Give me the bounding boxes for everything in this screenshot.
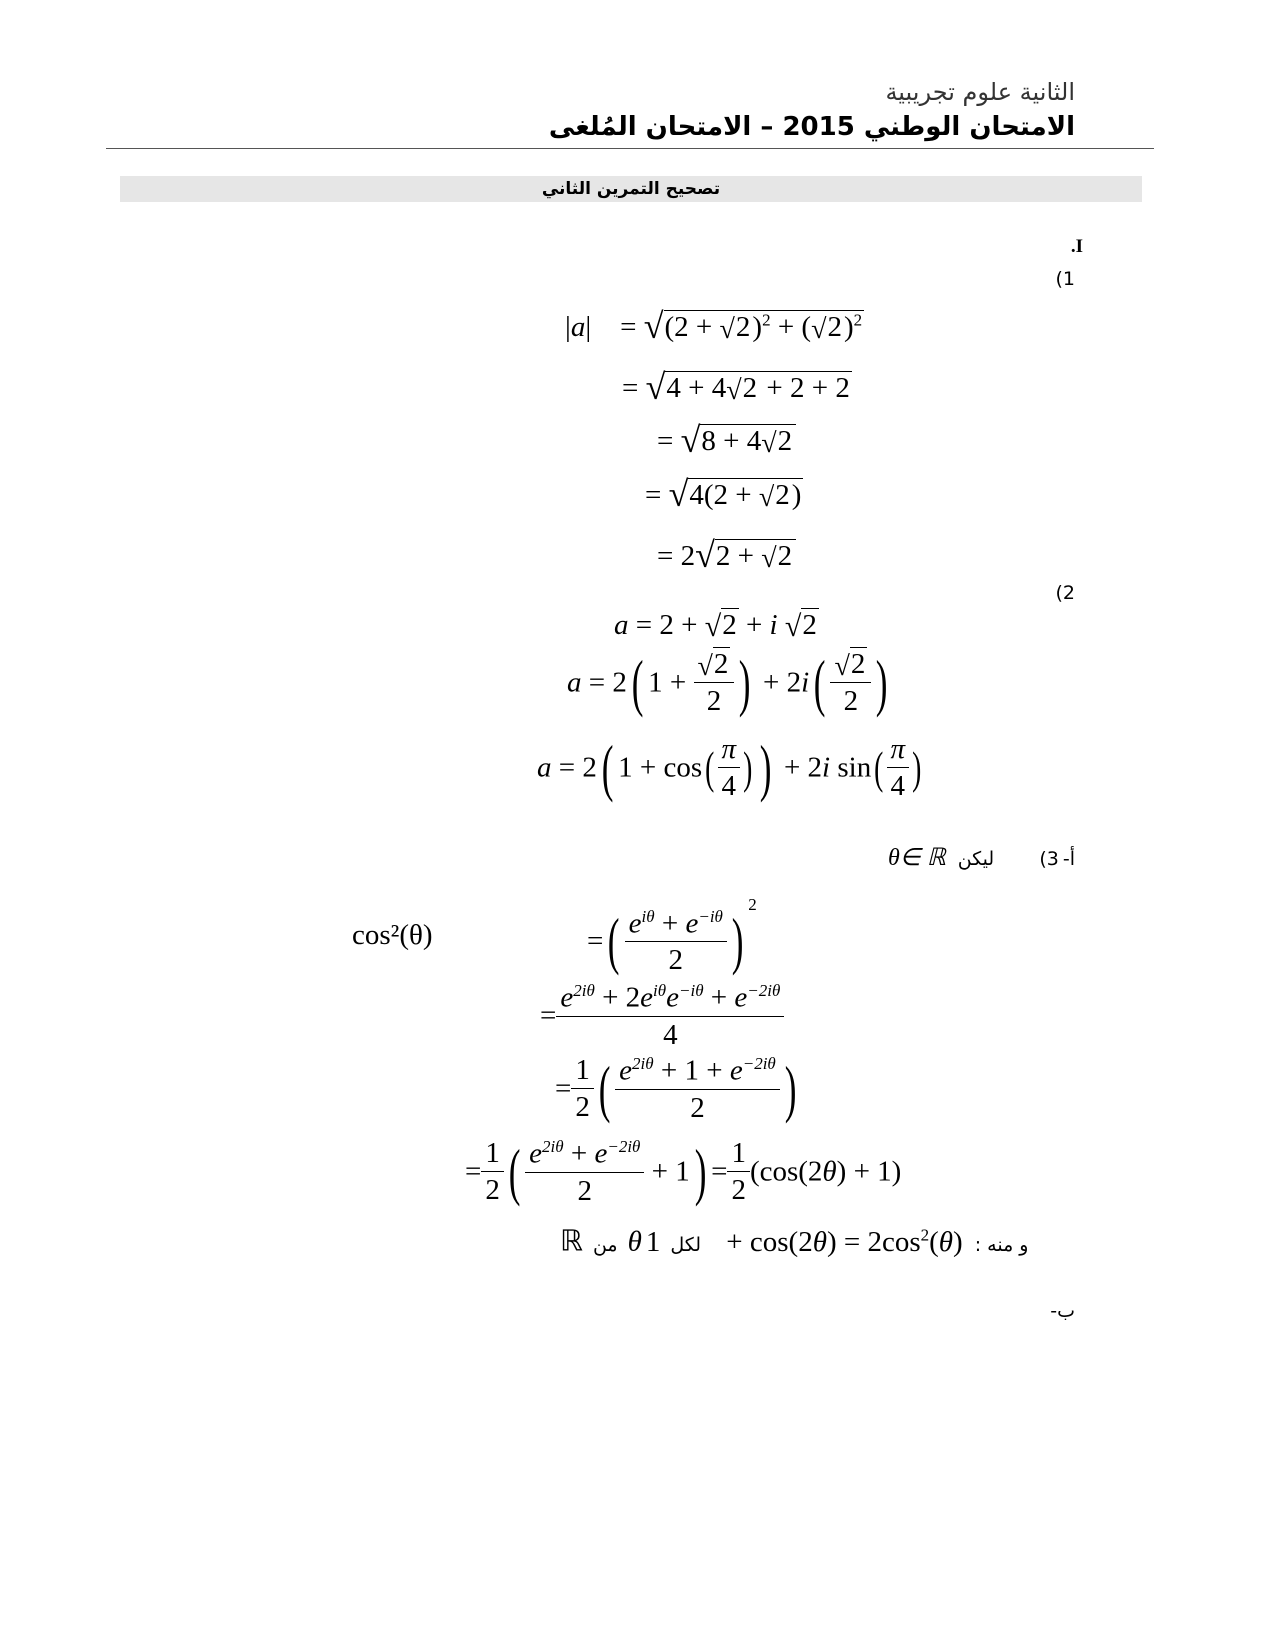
q3-eq-line-2: = $\frac{e^{2i\theta} + 2e^{i\theta}e^{-i\theta} + e^{-2i\theta}}{4}$ bbox=[540, 982, 784, 1050]
q1-eq-line-4: = √4(2 + √2) bbox=[645, 474, 802, 514]
q2-eq-line-3: a = 2( 1 + cos( $\frac{\pi}{4}$ ) ) + 2i sin( $\frac{\pi}{4}$ ) bbox=[537, 732, 922, 803]
section-title: تصحيح التمرين الثاني bbox=[541, 179, 721, 199]
q3-theta-set: θ∈ ℝ bbox=[888, 845, 946, 871]
header-level: الثانية علوم تجريبية bbox=[885, 78, 1075, 106]
question-3-header bbox=[1039, 848, 1075, 870]
header-divider bbox=[106, 148, 1154, 149]
q3-identity: $1 + \cos(2\theta) = 2\cos^2(\theta)$ bbox=[645, 1225, 963, 1258]
q1-eq-line-5: = 2√2 + √2 bbox=[657, 535, 796, 571]
q3-part-b-label: ب- bbox=[1050, 1300, 1075, 1322]
q3-lhs: cos²(θ) bbox=[352, 919, 433, 951]
q3-let-word: ليكن bbox=[957, 848, 995, 870]
q3-let-statement bbox=[888, 846, 994, 870]
q1-eq-line-3: = √8 + 4√2 bbox=[657, 420, 796, 456]
q3-conclusion-theta: θ bbox=[627, 1225, 642, 1258]
q3-part-a-label: أ- bbox=[1062, 848, 1075, 870]
q3-conclusion-prefix: و منه : bbox=[974, 1233, 1029, 1256]
q3-conclusion-for-all: لكل bbox=[670, 1233, 702, 1256]
q2-eq-line-1: a = 2 + √2 + i √2 bbox=[614, 609, 817, 643]
question-1-number: (1 bbox=[1055, 268, 1075, 290]
q3-conclusion-set: ℝ bbox=[560, 1225, 583, 1258]
q1-eq-line-1: |a| = $√(2 + √2)^2 + (√2)^2$ bbox=[565, 306, 863, 346]
part-I-label: .I bbox=[1070, 236, 1083, 257]
q3-conclusion-of: من bbox=[592, 1233, 618, 1256]
header-exam-title: الامتحان الوطني 2015 – الامتحان المُلغى bbox=[548, 112, 1075, 142]
question-3-number: (3 bbox=[1039, 848, 1059, 870]
q3-conclusion bbox=[560, 1226, 1028, 1257]
q1-eq-line-2: = √4 + 4√2 + 2 + 2 bbox=[622, 367, 850, 407]
q3-eq-line-1: =( $\frac{e^{i\theta} + e^{-i\theta}}{2}$ )$^2$ bbox=[587, 895, 757, 977]
q2-eq-line-2: a = 2( 1 + $\frac{√2}{2}$ ) + 2i( $\frac{√2}{2}$ ) bbox=[567, 647, 888, 718]
q3-eq-line-4: = $\frac{1}{2}$ ( $\frac{e^{2i\theta} + e^{-2i\theta}}{2}$ + 1) = $\frac{1}{2}$ (cos(2θ) + 1) bbox=[465, 1135, 902, 1207]
question-2-number: (2 bbox=[1055, 582, 1075, 604]
q3-eq-line-3: = $\frac{1}{2}$ ( $\frac{e^{2i\theta} + 1 + e^{-2i\theta}}{2}$ ) bbox=[555, 1052, 797, 1124]
